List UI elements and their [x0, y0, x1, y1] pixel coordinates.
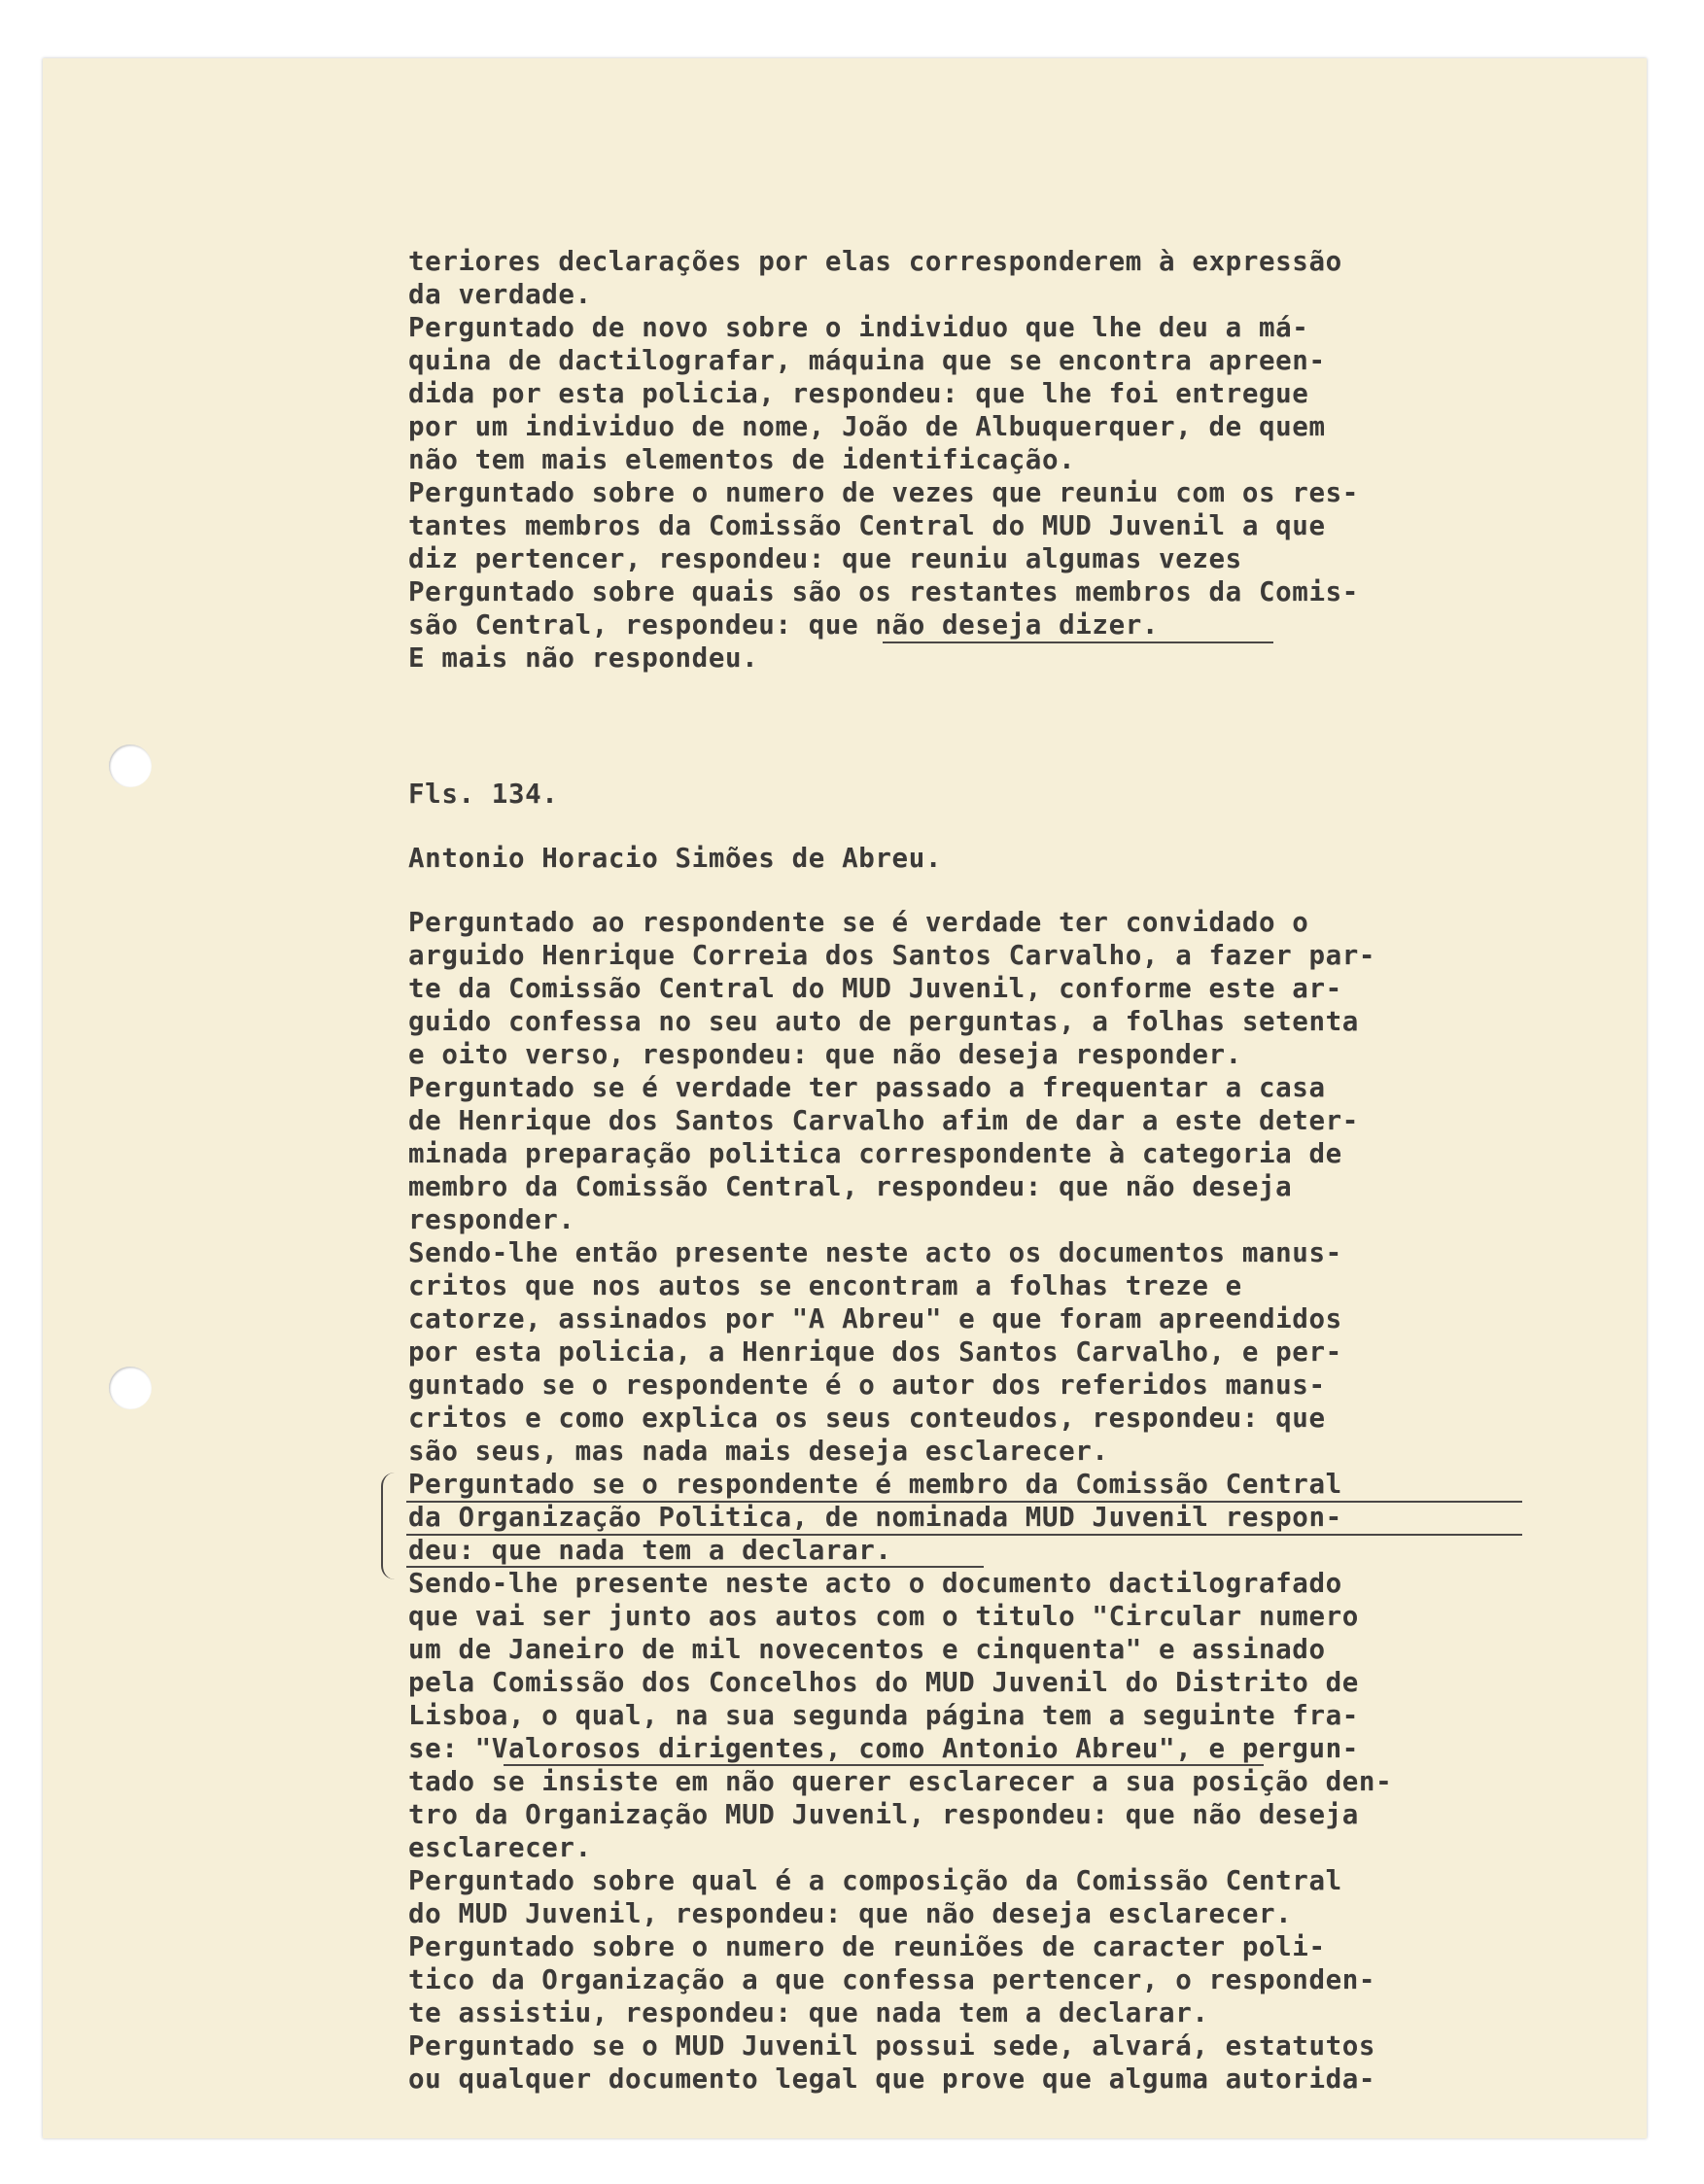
text-line: catorze, assinados por "A Abreu" e que foram apreendidos — [408, 1303, 1342, 1335]
text-line: critos que nos autos se encontram a folhas treze e — [408, 1270, 1242, 1301]
pencil-underline — [406, 1566, 984, 1568]
punch-hole-bottom — [109, 1367, 152, 1409]
text-line: Perguntado se o respondente é membro da Comissão Central — [408, 1469, 1342, 1500]
pencil-underline — [406, 1501, 1522, 1503]
text-line: um de Janeiro de mil novecentos e cinquenta" e assinado — [408, 1634, 1326, 1665]
text-line: pela Comissão dos Concelhos do MUD Juvenil do Distrito de — [408, 1667, 1359, 1698]
text-line: Perguntado se o MUD Juvenil possui sede, alvará, estatutos — [408, 2030, 1376, 2062]
text-line: tado se insiste em não querer esclarecer a sua posição den- — [408, 1766, 1393, 1797]
text-line: dida por esta policia, respondeu: que lhe foi entregue — [408, 378, 1309, 409]
text-line: critos e como explica os seus conteudos, respondeu: que — [408, 1403, 1326, 1434]
folio-reference: Fls. 134. — [408, 779, 559, 810]
text-line: por um individuo de nome, João de Albuquerquer, de quem — [408, 411, 1326, 442]
text-line: por esta policia, a Henrique dos Santos Carvalho, e per- — [408, 1336, 1342, 1368]
text-line: Perguntado se é verdade ter passado a frequentar a casa — [408, 1072, 1326, 1103]
text-line: Perguntado sobre qual é a composição da Comissão Central — [408, 1865, 1342, 1896]
text-line: minada preparação politica correspondente à categoria de — [408, 1138, 1342, 1169]
text-line: E mais não respondeu. — [408, 642, 759, 674]
text-line: tro da Organização MUD Juvenil, respondeu: que não deseja — [408, 1799, 1359, 1830]
punch-hole-top — [109, 745, 152, 787]
text-line: da Organização Politica, de nominada MUD Juvenil respon- — [408, 1502, 1342, 1533]
margin-bracket — [381, 1473, 402, 1579]
text-line: arguido Henrique Correia dos Santos Carvalho, a fazer par- — [408, 940, 1376, 971]
text-line: teriores declarações por elas corresponderem à expressão — [408, 246, 1342, 277]
text-line: Perguntado sobre quais são os restantes membros da Comis- — [408, 576, 1359, 607]
text-line: e oito verso, respondeu: que não deseja responder. — [408, 1039, 1242, 1070]
text-line: Sendo-lhe presente neste acto o documento dactilografado — [408, 1568, 1342, 1599]
text-line: quina de dactilografar, máquina que se encontra apreen- — [408, 345, 1326, 376]
text-line: que vai ser junto aos autos com o titulo "Circular numero — [408, 1601, 1359, 1632]
text-line: deu: que nada tem a declarar. — [408, 1535, 892, 1566]
text-line: guntado se o respondente é o autor dos referidos manus- — [408, 1369, 1326, 1401]
text-line: ou qualquer documento legal que prove que alguma autorida- — [408, 2063, 1376, 2095]
text-line: Perguntado sobre o numero de vezes que reuniu com os res- — [408, 477, 1359, 508]
pencil-underline — [883, 641, 1273, 643]
text-line: Perguntado ao respondente se é verdade ter convidado o — [408, 907, 1309, 938]
text-line: da verdade. — [408, 279, 592, 310]
text-line: são Central, respondeu: que não deseja dizer. — [408, 609, 1160, 641]
text-line: Perguntado de novo sobre o individuo que lhe deu a má- — [408, 312, 1309, 343]
text-line: de Henrique dos Santos Carvalho afim de dar a este deter- — [408, 1105, 1359, 1136]
text-line: responder. — [408, 1204, 575, 1235]
text-line: são seus, mas nada mais deseja esclarecer. — [408, 1436, 1109, 1467]
text-line: esclarecer. — [408, 1832, 592, 1863]
text-line: Perguntado sobre o numero de reuniões de caracter poli- — [408, 1931, 1326, 1962]
text-line: não tem mais elementos de identificação. — [408, 444, 1076, 475]
text-line: Sendo-lhe então presente neste acto os documentos manus- — [408, 1237, 1342, 1268]
text-line: te assistiu, respondeu: que nada tem a declarar. — [408, 1997, 1209, 2028]
text-line: se: "Valorosos dirigentes, como Antonio Abreu", e pergun- — [408, 1733, 1359, 1764]
text-line: guido confessa no seu auto de perguntas, a folhas setenta — [408, 1006, 1359, 1037]
text-line: Lisboa, o qual, na sua segunda página tem a seguinte fra- — [408, 1700, 1359, 1731]
text-line: tantes membros da Comissão Central do MUD Juvenil a que — [408, 510, 1326, 541]
text-line: membro da Comissão Central, respondeu: que não deseja — [408, 1171, 1293, 1202]
text-line: do MUD Juvenil, respondeu: que não deseja esclarecer. — [408, 1898, 1293, 1929]
pencil-underline — [406, 1534, 1522, 1536]
text-line: te da Comissão Central do MUD Juvenil, conforme este ar- — [408, 973, 1342, 1004]
text-line: diz pertencer, respondeu: que reuniu algumas vezes — [408, 543, 1242, 574]
pencil-underline — [504, 1764, 1264, 1766]
person-name-heading: Antonio Horacio Simões de Abreu. — [408, 843, 943, 874]
text-line: tico da Organização a que confessa pertencer, o responden- — [408, 1964, 1376, 1995]
